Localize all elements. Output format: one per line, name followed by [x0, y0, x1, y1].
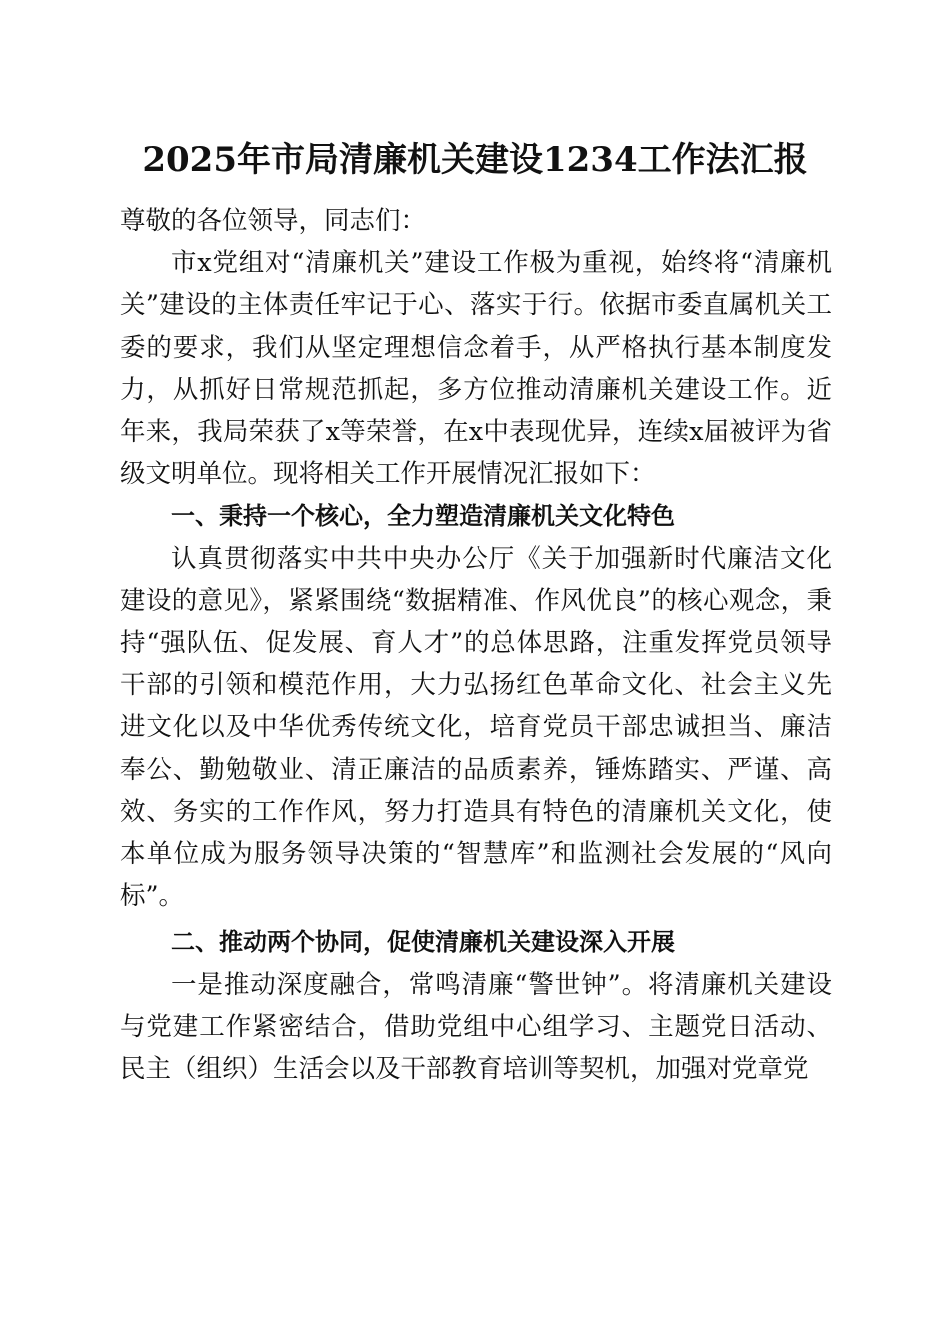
salutation: 尊敬的各位领导，同志们：	[120, 206, 427, 236]
intro-paragraph: 市x党组对“清廉机关”建设工作极为重视，始终将“清廉机关”建设的主体责任牢记于心、落实于行。依据市委直属机关工委的要求，我们从坚定理想信念着手，从严格执行基本制度发力，从抓好日常规范抓起，多方位推动清廉机关建设工作。近年来，我局荣获了x等荣誉，在x中表现优异，连续x届被评为省级文明单位。现将相关工作开展情况汇报如下：	[120, 248, 832, 490]
document-body	[120, 200, 832, 1090]
section-heading-1: 一、秉持一个核心，全力塑造清廉机关文化特色	[171, 502, 675, 531]
section-heading-2: 二、推动两个协同，促使清廉机关建设深入开展	[171, 928, 675, 957]
section-1-paragraph: 认真贯彻落实中共中央办公厅《关于加强新时代廉洁文化建设的意见》，紧紧围绕“数据精准、作风优良”的核心观念，秉持“强队伍、促发展、育人才”的总体思路，注重发挥党员领导干部的引领和模范作用，大力弘扬红色革命文化、社会主义先进文化以及中华优秀传统文化，培育党员干部忠诚担当、廉洁奉公、勤勉敬业、清正廉洁的品质素养，锤炼踏实、严谨、高效、务实的工作作风，努力打造具有特色的清廉机关文化，使本单位成为服务领导决策的“智慧库”和监测社会发展的“风向标”。	[120, 543, 832, 912]
section-2-paragraph: 一是推动深度融合，常鸣清廉“警世钟”。将清廉机关建设与党建工作紧密结合，借助党组中心组学习、主题党日活动、民主（组织）生活会以及干部教育培训等契机，加强对党章党	[120, 969, 832, 1085]
document-title: 2025年市局清廉机关建设1234工作法汇报	[142, 140, 808, 180]
